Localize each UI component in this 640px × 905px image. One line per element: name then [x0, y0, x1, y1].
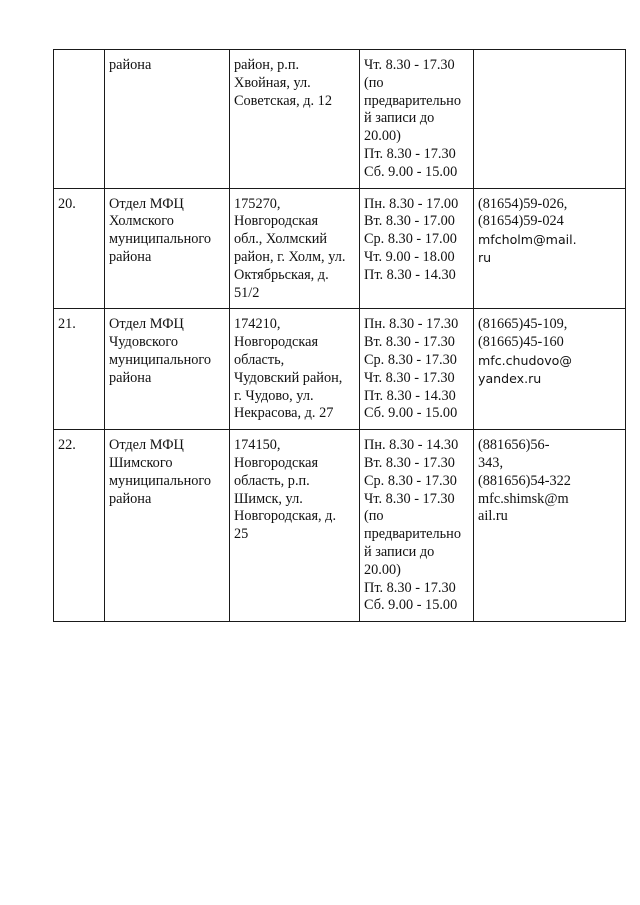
working-hours-line: Вт. 8.30 - 17.30	[364, 454, 455, 471]
address-line: Новгородская	[234, 454, 319, 471]
working-hours-line: й записи до	[364, 110, 435, 127]
table-body	[54, 50, 626, 622]
row-number: 21.	[58, 316, 76, 333]
working-hours-line: Вт. 8.30 - 17.30	[364, 334, 455, 351]
address-cell	[230, 188, 360, 309]
address-line: Новгородская	[234, 334, 319, 351]
address-line: Чудовский район,	[234, 369, 343, 386]
address-line: 174210,	[234, 316, 281, 333]
contact-line: 343,	[478, 454, 504, 471]
working-hours-cell	[360, 188, 474, 309]
address-line: Советская, д. 12	[234, 92, 332, 109]
office-name-line: района	[109, 369, 152, 386]
address-line: Хвойная, ул.	[234, 74, 311, 91]
working-hours-line: Пн. 8.30 - 17.00	[364, 195, 459, 212]
office-name-line: Отдел МФЦ	[109, 316, 184, 333]
office-name-line: района	[109, 248, 152, 265]
table-row	[54, 188, 626, 309]
address-line: обл., Холмский	[234, 231, 328, 248]
working-hours-line: (по	[364, 74, 384, 91]
working-hours-cell	[360, 309, 474, 430]
address-cell	[230, 309, 360, 430]
office-name-line: Отдел МФЦ	[109, 437, 184, 454]
office-name-cell	[105, 430, 230, 622]
address-line: 51/2	[234, 284, 260, 301]
contact-line: mfcholm@mail.	[478, 232, 577, 248]
row-number-cell	[54, 50, 105, 189]
working-hours-line: Пт. 8.30 - 17.30	[364, 579, 456, 596]
working-hours-line: предварительно	[364, 92, 461, 109]
working-hours-line: Пт. 8.30 - 17.30	[364, 145, 456, 162]
address-line: г. Чудово, ул.	[234, 387, 314, 404]
address-line: район, г. Холм, ул.	[234, 248, 346, 265]
row-number-cell	[54, 309, 105, 430]
working-hours-line: Ср. 8.30 - 17.30	[364, 472, 457, 489]
office-name-line: муниципального	[109, 231, 212, 248]
office-name-cell	[105, 309, 230, 430]
office-name-line: Отдел МФЦ	[109, 195, 184, 212]
office-name-cell	[105, 188, 230, 309]
address-line: Некрасова, д. 27	[234, 405, 334, 422]
contact-line: ru	[478, 249, 492, 265]
working-hours-line: Пн. 8.30 - 14.30	[364, 437, 459, 454]
working-hours-line: Пт. 8.30 - 14.30	[364, 266, 456, 283]
address-line: область, р.п.	[234, 472, 310, 489]
working-hours-line: 20.00)	[364, 128, 401, 145]
contacts-cell	[474, 430, 626, 622]
working-hours-line: Чт. 9.00 - 18.00	[364, 248, 455, 265]
office-name-cell	[105, 50, 230, 189]
working-hours-line: предварительно	[364, 526, 461, 543]
working-hours-line: Сб. 9.00 - 15.00	[364, 405, 458, 422]
office-name-line: района	[109, 490, 152, 507]
mfc-offices-table	[53, 49, 626, 622]
address-line: район, р.п.	[234, 57, 300, 73]
address-line: Октябрьская, д.	[234, 266, 329, 283]
working-hours-line: (по	[364, 508, 384, 525]
contact-line: (81665)45-109,	[478, 316, 568, 333]
row-number: 20.	[58, 195, 76, 212]
row-number: 22.	[58, 437, 76, 454]
working-hours-line: Чт. 8.30 - 17.30	[364, 369, 455, 386]
row-number-cell	[54, 188, 105, 309]
working-hours-line: Пн. 8.30 - 17.30	[364, 316, 459, 333]
working-hours-line: 20.00)	[364, 561, 401, 578]
address-line: Новгородская	[234, 213, 319, 230]
working-hours-cell	[360, 50, 474, 189]
contact-line: (81654)59-024	[478, 213, 564, 230]
working-hours-line: Вт. 8.30 - 17.00	[364, 213, 455, 230]
working-hours-line: Чт. 8.30 - 17.30	[364, 57, 455, 73]
contact-line: (881656)56-	[478, 437, 550, 454]
contacts-cell	[474, 309, 626, 430]
address-line: Новгородская, д.	[234, 508, 337, 525]
office-name-line: Шимского	[109, 454, 173, 471]
address-line: 175270,	[234, 195, 281, 212]
contact-line: mfc.shimsk@m	[478, 490, 569, 507]
office-name-line: муниципального	[109, 472, 212, 489]
contact-line: mfc.chudovo@	[478, 352, 572, 368]
table-row	[54, 309, 626, 430]
address-cell	[230, 430, 360, 622]
address-line: 174150,	[234, 437, 281, 454]
office-name-line: Чудовского	[109, 334, 178, 351]
address-line: область,	[234, 351, 285, 368]
working-hours-line: Чт. 8.30 - 17.30	[364, 490, 455, 507]
address-cell	[230, 50, 360, 189]
working-hours-line: й записи до	[364, 543, 435, 560]
table-row	[54, 50, 626, 189]
contacts-cell	[474, 188, 626, 309]
contact-line: (881656)54-322	[478, 472, 571, 489]
office-name-line: района	[109, 57, 152, 73]
contacts-cell	[474, 50, 626, 189]
working-hours-cell	[360, 430, 474, 622]
address-line: Шимск, ул.	[234, 490, 303, 507]
table-row	[54, 430, 626, 622]
working-hours-line: Ср. 8.30 - 17.00	[364, 231, 457, 248]
working-hours-line: Ср. 8.30 - 17.30	[364, 351, 457, 368]
contact-line: yandex.ru	[478, 370, 542, 386]
working-hours-line: Сб. 9.00 - 15.00	[364, 597, 458, 614]
contact-line: (81665)45-160	[478, 334, 564, 351]
office-name-line: муниципального	[109, 351, 212, 368]
address-line: 25	[234, 526, 249, 543]
working-hours-line: Пт. 8.30 - 14.30	[364, 387, 456, 404]
contact-line: ail.ru	[478, 508, 508, 525]
working-hours-line: Сб. 9.00 - 15.00	[364, 163, 458, 180]
office-name-line: Холмского	[109, 213, 174, 230]
row-number-cell	[54, 430, 105, 622]
contact-line: (81654)59-026,	[478, 195, 568, 212]
